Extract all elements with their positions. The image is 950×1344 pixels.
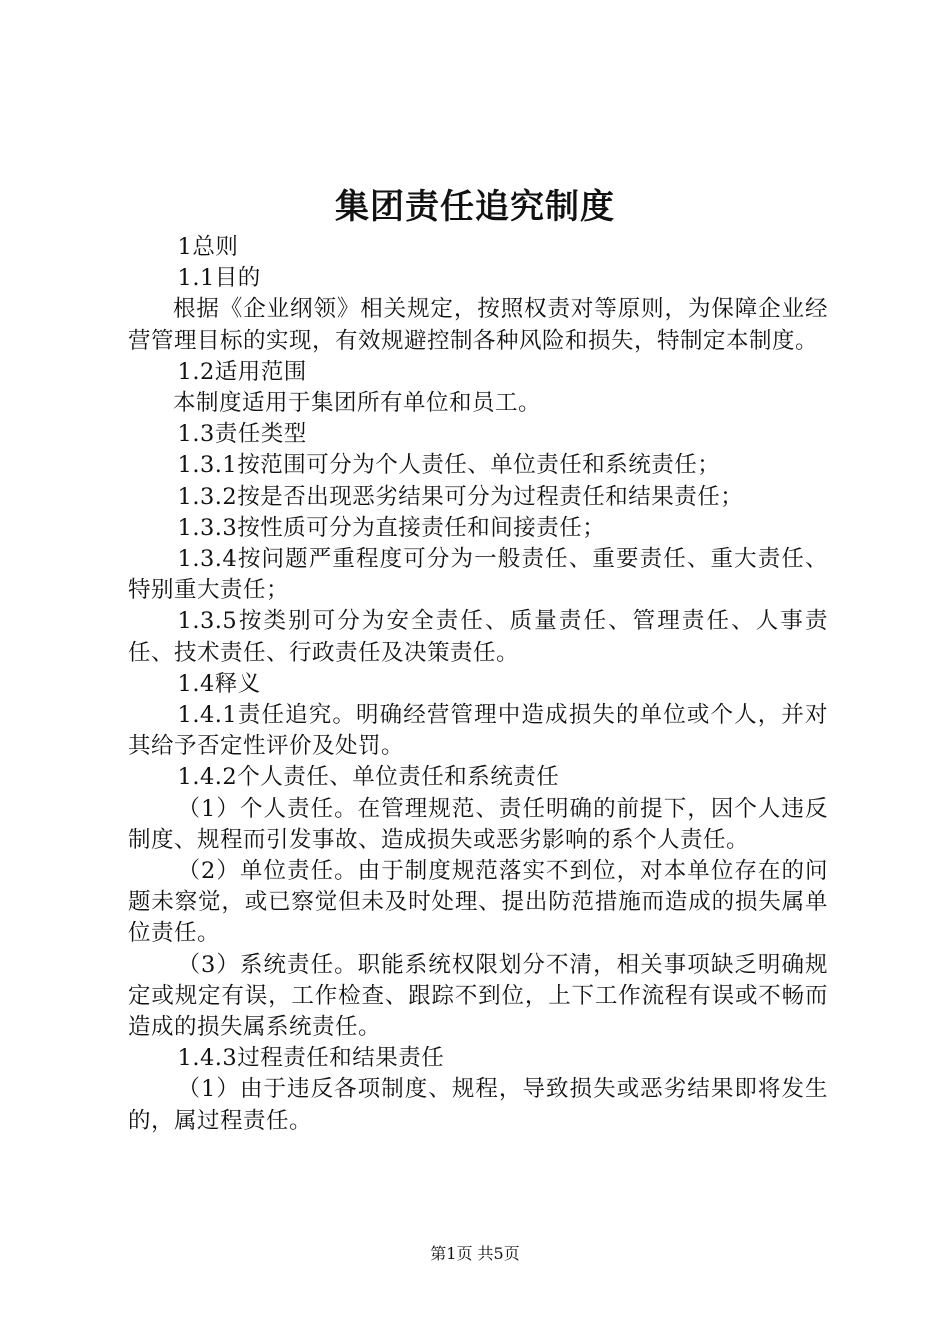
paragraph-process-responsibility: （1）由于违反各项制度、规程，导致损失或恶劣结果即将发生的，属过程责任。 xyxy=(128,1076,828,1134)
paragraph-type-nature: 1.3.3按性质可分为直接责任和间接责任； xyxy=(177,514,606,541)
heading-individual-unit-system: 1.4.2个人责任、单位责任和系统责任 xyxy=(177,764,560,791)
document-body xyxy=(128,232,828,1137)
heading-purpose: 1.1目的 xyxy=(177,265,261,292)
paragraph-type-scope: 1.3.1按范围可分为个人责任、单位责任和系统责任； xyxy=(177,452,721,479)
heading-definitions: 1.4释义 xyxy=(177,670,261,697)
paragraph-purpose: 根据《企业纲领》相关规定，按照权责对等原则，为保障企业经营管理目标的实现，有效规避控制各种风险和损失，特制定本制度。 xyxy=(128,296,828,354)
heading-general: 1总则 xyxy=(177,234,239,260)
paragraph-definition-accountability: 1.4.1责任追究。明确经营管理中造成损失的单位或个人，并对其给予否定性评价及处罚。 xyxy=(128,702,828,760)
paragraph-type-outcome: 1.3.2按是否出现恶劣结果可分为过程责任和结果责任； xyxy=(177,483,744,510)
page-footer: 第1页 共5页 xyxy=(430,1244,520,1263)
paragraph-type-category: 1.3.5按类别可分为安全责任、质量责任、管理责任、人事责任、技术责任、行政责任及决策责任。 xyxy=(128,608,828,666)
paragraph-system-responsibility: （3）系统责任。职能系统权限划分不清，相关事项缺乏明确规定或规定有误，工作检查、跟踪不到位，上下工作流程有误或不畅而造成的损失属系统责任。 xyxy=(128,951,828,1041)
document-title: 集团责任追究制度 xyxy=(335,187,615,227)
paragraph-scope: 本制度适用于集团所有单位和员工。 xyxy=(173,390,542,417)
paragraph-individual-responsibility: （1）个人责任。在管理规范、责任明确的前提下，因个人违反制度、规程而引发事故、造成损失或恶劣影响的系个人责任。 xyxy=(128,795,828,853)
paragraph-unit-responsibility: （2）单位责任。由于制度规范落实不到位，对本单位存在的问题未察觉，或已察觉但未及时处理、提出防范措施而造成的损失属单位责任。 xyxy=(128,858,828,947)
heading-process-result: 1.4.3过程责任和结果责任 xyxy=(177,1045,445,1072)
heading-responsibility-types: 1.3责任类型 xyxy=(177,421,307,448)
paragraph-type-severity: 1.3.4按问题严重程度可分为一般责任、重要责任、重大责任、特别重大责任； xyxy=(128,546,828,604)
heading-scope: 1.2适用范围 xyxy=(177,358,307,385)
